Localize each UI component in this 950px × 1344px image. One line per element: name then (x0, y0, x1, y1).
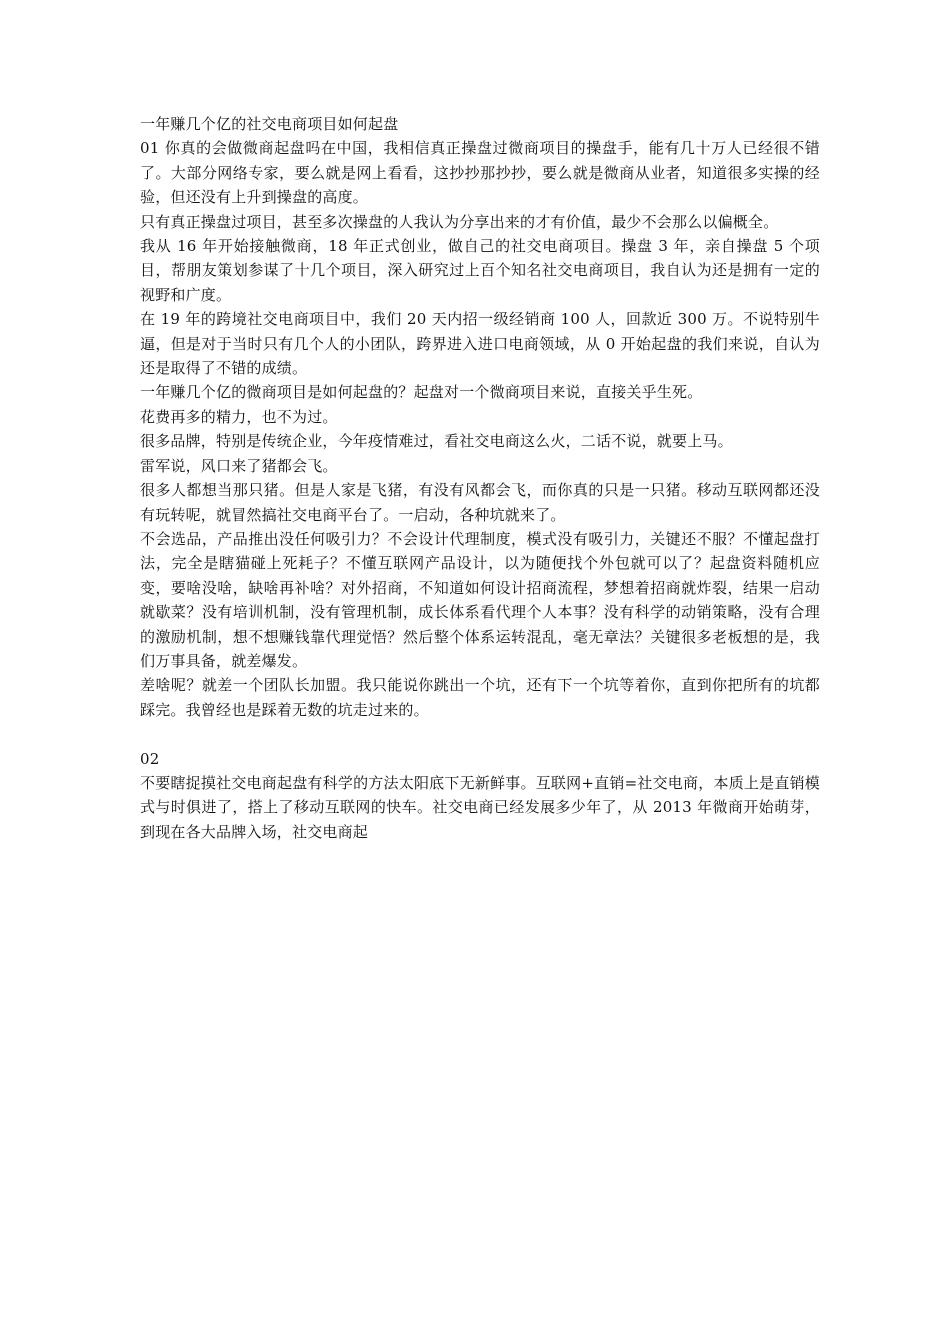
document-body (140, 112, 820, 844)
document-title: 一年赚几个亿的社交电商项目如何起盘 (140, 115, 399, 133)
paragraph-section2: 不要瞎捉摸社交电商起盘有科学的方法太阳底下无新鲜事。互联网+直销=社交电商，本质上是直销模式与时俱进了，搭上了移动互联网的快车。社交电商已经发展多少年了，从 2013 年微商开始萌芽，到现在各大品牌入场，社交电商起 (140, 773, 820, 841)
paragraph-intro: 01 你真的会做微商起盘吗在中国，我相信真正操盘过微商项目的操盘手，能有几十万人已经很不错了。大部分网络专家，要么就是网上看看，这抄抄那抄抄，要么就是微商从业者，知道很多实操的经验，但还没有上升到操盘的高度。 (140, 139, 820, 207)
paragraph-question: 一年赚几个亿的微商项目是如何起盘的？起盘对一个微商项目来说，直接关乎生死。 (140, 383, 703, 402)
paragraph-experience: 我从 16 年开始接触微商，18 年正式创业，做自己的社交电商项目。操盘 3 年，亲自操盘 5 个项目，帮朋友策划参谋了十几个项目，深入研究过上百个知名社交电商项目，我自认为还是拥有一定的视野和广度。 (140, 237, 820, 304)
paragraph-pitfalls: 不会选品，产品推出没任何吸引力？不会设计代理制度，模式没有吸引力，关键还不服？不懂起盘打法，完全是瞎猫碰上死耗子？不懂互联网产品设计，以为随便找个外包就可以了？起盘资料随机应变，要啥没啥，缺啥再补啥？对外招商，不知道如何设计招商流程，梦想着招商就炸裂，结果一启动就歇菜？没有培训机制，没有管理机制，成长体系看代理个人本事？没有科学的动销策略，没有合理的激励机制，想不想赚钱靠代理觉悟？然后整个体系运转混乱，毫无章法？关键很多老板想的是，我们万事具备，就差爆发。 (140, 529, 820, 670)
paragraph-brands: 很多品牌，特别是传统企业，今年疫情难过，看社交电商这么火，二话不说，就要上马。 (140, 432, 733, 451)
paragraph-pig: 很多人都想当那只猪。但是人家是飞猪，有没有风都会飞，而你真的只是一只猪。移动互联网都还没有玩转呢，就冒然搞社交电商平台了。一启动，各种坑就来了。 (140, 481, 820, 524)
paragraph-effort: 花费再多的精力，也不为过。 (140, 407, 338, 426)
paragraph-quote: 雷军说，风口来了猪都会飞。 (140, 456, 338, 475)
section-heading-02: 02 (140, 749, 160, 768)
paragraph-leader: 差啥呢？就差一个团队长加盟。我只能说你跳出一个坑，还有下一个坑等着你，直到你把所有的坑都踩完。我曾经也是踩着无数的坑走过来的。 (140, 676, 820, 719)
paragraph-achievement: 在 19 年的跨境社交电商项目中，我们 20 天内招一级经销商 100 人，回款近 300 万。不说特别牛逼，但是对于当时只有几个人的小团队，跨界进入进口电商领域，从 0 开始起盘的我们来说，自认为还是取得了不错的成绩。 (140, 310, 820, 378)
blank-line (140, 722, 820, 746)
paragraph-value: 只有真正操盘过项目，甚至多次操盘的人我认为分享出来的才有价值，最少不会那么以偏概全。 (140, 212, 779, 231)
